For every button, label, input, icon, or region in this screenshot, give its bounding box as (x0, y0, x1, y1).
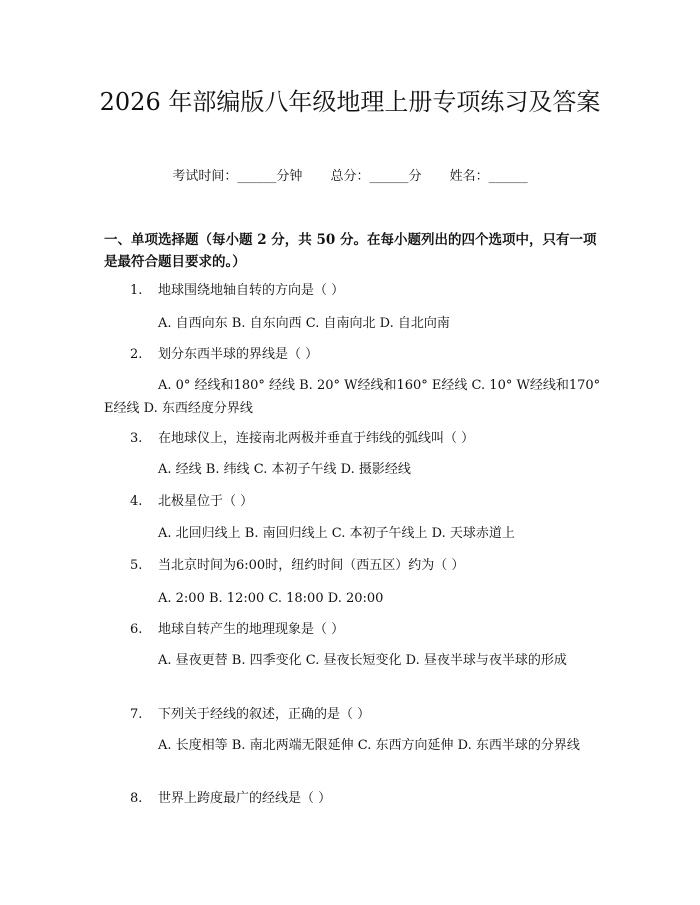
question-1-options: A. 自西向东 B. 自东向西 C. 自南向北 D. 自北向南 (158, 316, 450, 331)
question-3-options: A. 经线 B. 纬线 C. 本初子午线 D. 摄影经线 (158, 462, 411, 477)
total-score-label: 总分：______分 (330, 169, 422, 184)
question-2-options: A. 0° 经线和180° 经线 B. 20° W经线和160° E经线 C. 10° W经线和170° E经线 D. 东西经度分界线 (104, 378, 601, 416)
question-5-options: A. 2:00 B. 12:00 C. 18:00 D. 20:00 (158, 591, 384, 606)
question-text: 地球围绕地轴自转的方向是（ ） (158, 283, 345, 298)
question-text: 世界上跨度最广的经线是（ ） (158, 791, 332, 806)
question-number: 5. (130, 558, 143, 573)
question-8 (130, 790, 610, 808)
question-7 (130, 706, 610, 724)
question-4 (130, 493, 610, 511)
question-1 (130, 282, 610, 300)
question-text: 下列关于经线的叙述，正确的是（ ） (158, 707, 371, 722)
question-6 (130, 621, 610, 639)
question-2 (130, 346, 610, 364)
exam-time-label: 考试时间：______分钟 (172, 169, 303, 184)
question-number: 4. (130, 494, 143, 509)
question-number: 7. (130, 707, 143, 722)
question-text: 地球自转产生的地理现象是（ ） (158, 622, 345, 637)
question-7-options: A. 长度相等 B. 南北两端无限延伸 C. 东西方向延伸 D. 东西半球的分界线 (158, 738, 580, 753)
question-text: 在地球仪上，连接南北两极并垂直于纬线的弧线叫（ ） (158, 431, 475, 446)
page-title: 2026 年部编版八年级地理上册专项练习及答案 (99, 88, 601, 116)
student-name-label: 姓名：______ (449, 169, 528, 184)
question-number: 6. (130, 622, 143, 637)
question-text: 当北京时间为6:00时，纽约时间（西五区）约为（ ） (158, 558, 465, 573)
question-number: 1. (130, 283, 143, 298)
exam-info (0, 168, 700, 186)
section-heading: 一、单项选择题（每小题 2 分，共 50 分。在每小题列出的四个选项中，只有一项是最符合题目要求的。） (104, 232, 597, 270)
question-text: 北极星位于（ ） (158, 494, 254, 509)
question-6-options: A. 昼夜更替 B. 四季变化 C. 昼夜长短变化 D. 昼夜半球与夜半球的形成 (158, 653, 567, 668)
question-4-options: A. 北回归线上 B. 南回归线上 C. 本初子午线上 D. 天球赤道上 (158, 526, 515, 541)
question-number: 3. (130, 431, 143, 446)
question-3 (130, 430, 610, 448)
question-text: 划分东西半球的界线是（ ） (158, 347, 319, 362)
question-5 (130, 557, 610, 575)
question-number: 8. (130, 791, 143, 806)
question-number: 2. (130, 347, 143, 362)
